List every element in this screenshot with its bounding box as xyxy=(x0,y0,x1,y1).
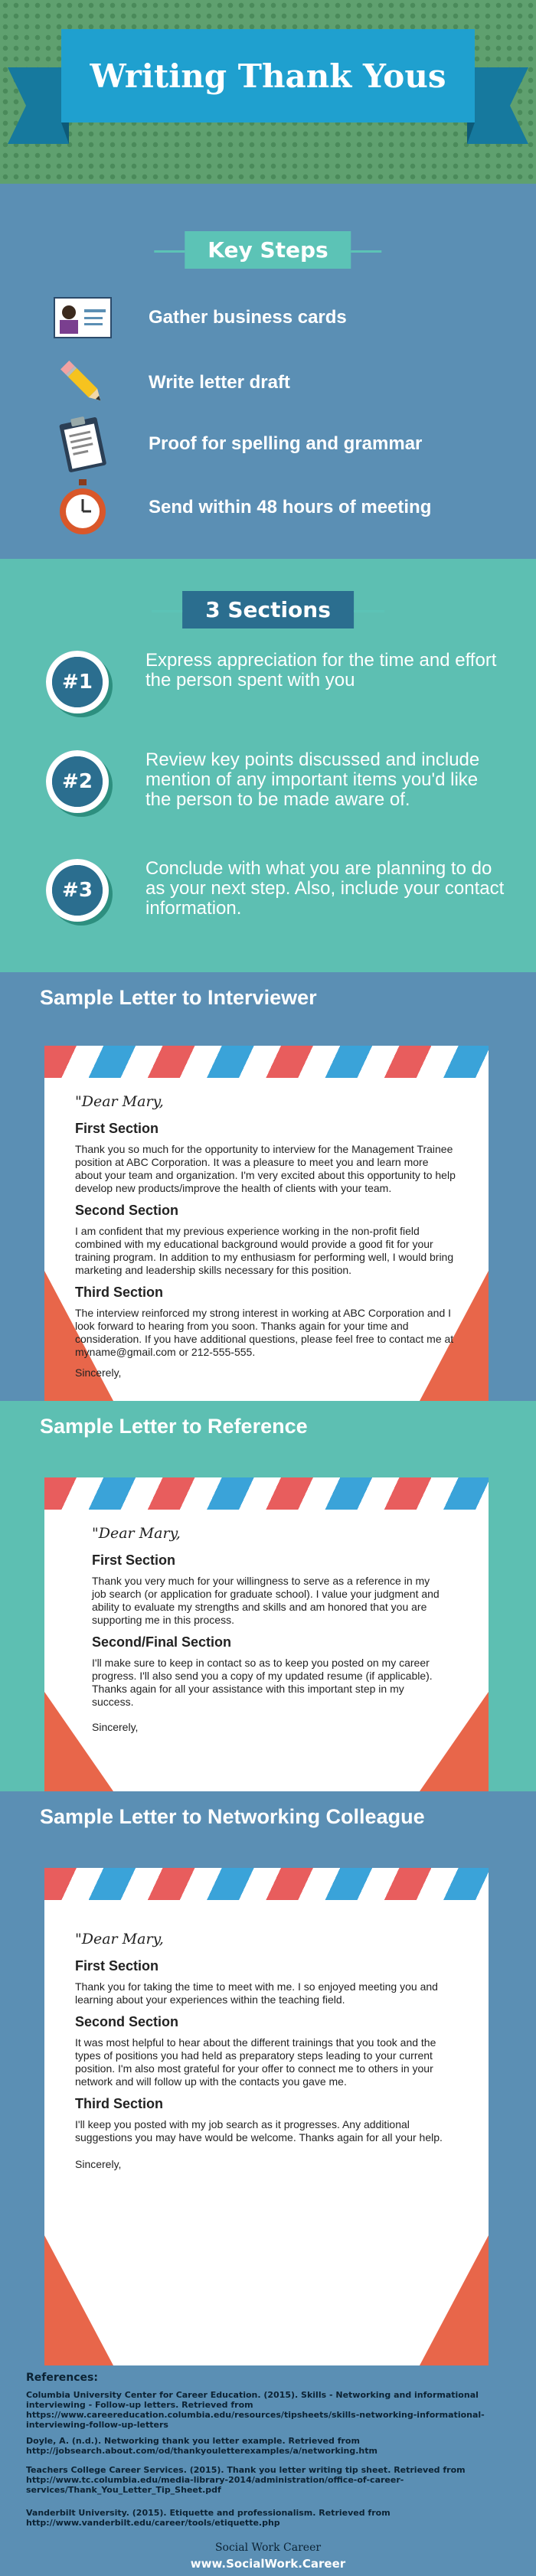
letter-body xyxy=(92,1525,443,1733)
step-item xyxy=(54,356,290,410)
section-item xyxy=(46,859,505,922)
letter-section-heading: Second Section xyxy=(75,2014,179,2029)
ribbon-fold-right xyxy=(467,122,475,144)
letter-body xyxy=(75,1931,458,2170)
badge-label: #1 xyxy=(52,657,103,707)
section-item xyxy=(46,750,505,813)
section-item xyxy=(46,651,505,713)
letter-section-body: Thank you for taking the time to meet with me. I so enjoyed meeting you and learning about your experiences within the teaching field. xyxy=(75,1980,438,2006)
letter-section-heading: Second/Final Section xyxy=(92,1634,232,1650)
reference-item: Columbia University Center for Career Education. (2015). Skills - Networking and informational interviewing - Follow-up letters. Retrieved from https://www.careereducation.columbia.edu/resources/tipsheets/skills-networking-informational-interviewing-follow-up-letters xyxy=(26,2390,485,2430)
letter-closing: Sincerely, xyxy=(92,1721,139,1733)
letter-section-heading: Third Section xyxy=(75,2096,164,2111)
business-card-icon xyxy=(54,291,112,344)
letter-section-body: Thank you very much for your willingness to serve as a reference in my job search (or application for graduate school). I value your judgment and ability to evaluate my strengths and skills and am honored that you are supporting me in this process. xyxy=(92,1575,440,1626)
letter-interviewer-section xyxy=(0,972,536,1401)
letter-section-heading: First Section xyxy=(75,1958,159,1974)
letter-section-body: It was most helpful to hear about the different trainings that you took and the types of positions you had held as preparatory steps leading to your current position. I'm also most grateful for your offer to connect me to others in your network and will follow up with the contacts you gave me. xyxy=(75,2036,436,2088)
section-description: Conclude with what you are planning to do as your next step. Also, include your contact information. xyxy=(145,858,505,919)
section-description: Express appreciation for the time and effort the person spent with you xyxy=(145,650,497,691)
letter-section-body: The interview reinforced my strong interest in working at ABC Corporation and I look forward to hearing from you soon. Thanks again for your time and consideration. If you have additional questions, please feel free to contact me at myname@gmail.com or 212-555-555. xyxy=(75,1307,454,1358)
letter-closing: Sincerely, xyxy=(75,1366,122,1379)
envelope-flap-left xyxy=(44,2235,113,2365)
clipboard-icon xyxy=(54,417,112,471)
step-label: Write letter draft xyxy=(149,372,290,393)
letter-body xyxy=(75,1093,458,1379)
step-label: Proof for spelling and grammar xyxy=(149,433,423,454)
airmail-stripe xyxy=(44,1477,489,1510)
step-item xyxy=(54,417,422,471)
letter-title: Sample Letter to Networking Colleague xyxy=(40,1805,425,1828)
section-number-badge xyxy=(46,859,109,922)
letter-envelope xyxy=(44,1046,489,1401)
step-item xyxy=(54,291,347,344)
ribbon-tail-left xyxy=(8,67,69,144)
letter-reference-section xyxy=(0,1401,536,1791)
letter-section-heading: First Section xyxy=(75,1121,159,1136)
airmail-stripe xyxy=(44,1868,489,1900)
ribbon-fold-left xyxy=(61,122,69,144)
step-label: Send within 48 hours of meeting xyxy=(149,497,432,517)
letter-title: Sample Letter to Interviewer xyxy=(40,986,317,1009)
letter-section-body: I am confident that my previous experience working in the non-profit field combined with my educational background would provide a good fit for your training program. In addition to my enthusiasm for performing well, I would bring marketing and leadership skills necessary for this position. xyxy=(75,1225,454,1276)
airmail-stripe xyxy=(44,1046,489,1078)
letter-section-body: I'll make sure to keep in contact so as to keep you posted on my career progress. I'll also send you a copy of my updated resume (if applicable). Thanks again for all your assistance with this important step in my success. xyxy=(92,1657,433,1708)
letter-section-heading: Third Section xyxy=(75,1285,164,1300)
letter-section-heading: Second Section xyxy=(75,1203,179,1218)
step-item xyxy=(54,481,431,534)
envelope-flap-right xyxy=(420,2235,489,2365)
three-sections-heading: 3 Sections xyxy=(182,591,354,628)
letter-networking-section xyxy=(0,1791,536,2365)
section-number-badge xyxy=(46,651,109,713)
pencil-icon xyxy=(54,356,112,410)
letter-envelope xyxy=(44,1477,489,1791)
reference-item: Vanderbilt University. (2015). Etiquette and professionalism. Retrieved from http://www.vanderbilt.edu/career/tools/etiquette.php xyxy=(26,2508,391,2528)
reference-item: Teachers College Career Services. (2015). Thank you letter writing tip sheet. Retrieved from http://www.tc.columbia.edu/media-library-2014/administration/office-of-career-services/Thank_You_Letter_Tip_Sheet.pdf xyxy=(26,2465,466,2495)
letter-section-body: Thank you so much for the opportunity to interview for the Management Trainee position at ABC Corporation. It was a pleasure to meet you and learn more about your team and organization. I'm very excited about this opportunity to help develop new products/improve the health of clients with your team. xyxy=(75,1143,456,1194)
header-banner xyxy=(0,0,536,184)
footer-logo: Social Work Career xyxy=(214,2542,322,2554)
key-steps-section xyxy=(0,184,536,559)
letter-salutation: "Dear Mary, xyxy=(75,1093,164,1110)
letter-title: Sample Letter to Reference xyxy=(40,1415,308,1438)
badge-label: #2 xyxy=(52,756,103,807)
letter-section-heading: First Section xyxy=(92,1552,176,1568)
badge-label: #3 xyxy=(52,865,103,916)
letter-salutation: "Dear Mary, xyxy=(92,1525,181,1542)
clock-icon xyxy=(54,481,112,534)
letter-closing: Sincerely, xyxy=(75,2158,122,2170)
references-heading: References: xyxy=(26,2372,98,2384)
ribbon-tail-right xyxy=(467,67,528,144)
reference-item: Doyle, A. (n.d.). Networking thank you letter example. Retrieved from http://jobsearch.about.com/od/thankyouletterexamples/a/networking.htm xyxy=(26,2436,377,2456)
letter-envelope xyxy=(44,1868,489,2365)
step-label: Gather business cards xyxy=(149,307,347,328)
letter-section-body: I'll keep you posted with my job search as it progresses. Any additional suggestions you may have would be welcome. Thanks again for all your help. xyxy=(75,2118,443,2143)
footer-url[interactable]: www.SocialWork.Career xyxy=(190,2557,346,2571)
letter-salutation: "Dear Mary, xyxy=(75,1931,164,1948)
key-steps-heading: Key Steps xyxy=(185,231,351,269)
page-title: Writing Thank Yous xyxy=(90,57,446,95)
section-number-badge xyxy=(46,750,109,813)
section-description: Review key points discussed and include mention of any important items you'd like the person to be made aware of. xyxy=(145,749,480,810)
three-sections-section xyxy=(0,559,536,972)
